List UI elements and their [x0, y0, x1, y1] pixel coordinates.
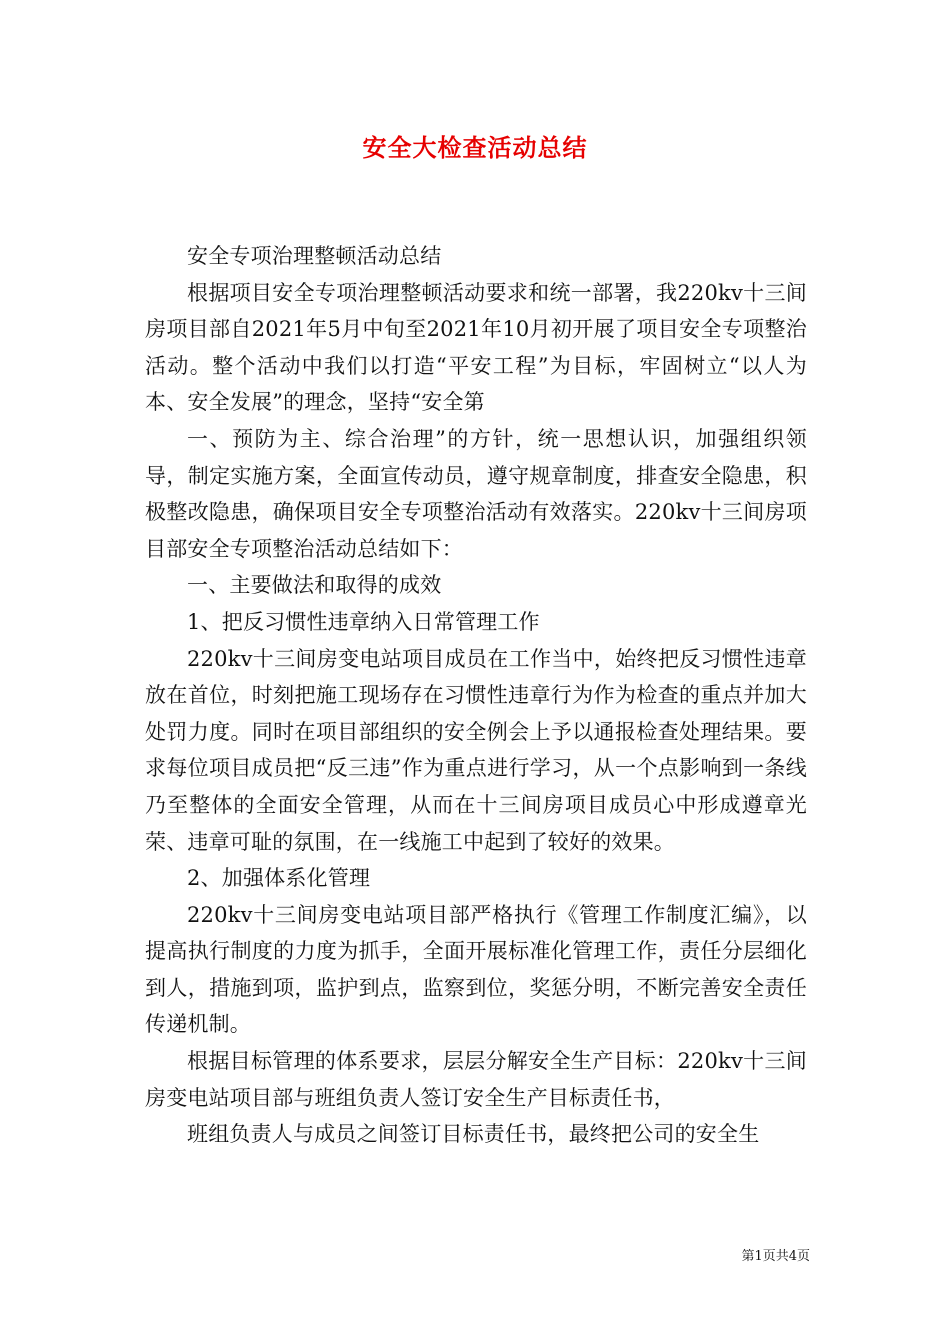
paragraph-subtitle: 安全专项治理整顿活动总结 — [187, 244, 442, 268]
section-heading: 一、主要做法和取得的成效 — [187, 573, 442, 598]
subsection-heading: 1、把反习惯性违章纳入日常管理工作 — [187, 609, 540, 634]
subsection-heading: 2、加强体系化管理 — [187, 866, 371, 891]
paragraph: 根据目标管理的体系要求，层层分解安全生产目标：220kv十三间房变电站项目部与班组负责人签订安全生产目标责任书， — [145, 1049, 807, 1110]
paragraph: 一、预防为主、综合治理”的方针，统一思想认识，加强组织领导，制定实施方案，全面宣传动员，遵守规章制度，排查安全隐患，积极整改隐患，确保项目安全专项整治活动有效落实。220kv十三间房项目部安全专项整治活动总结如下： — [145, 426, 807, 561]
document-title: 安全大检查活动总结 — [362, 133, 588, 162]
paragraph: 班组负责人与成员之间签订目标责任书，最终把公司的安全生 — [187, 1122, 760, 1147]
document-body — [145, 238, 807, 1153]
page-number: 第1页共4页 — [741, 1249, 810, 1264]
paragraph: 220kv十三间房变电站项目部严格执行《管理工作制度汇编》，以提高执行制度的力度为抓手，全面开展标准化管理工作，责任分层细化到人，措施到项，监护到点，监察到位，奖惩分明，不断完善安全责任传递机制。 — [145, 902, 807, 1037]
paragraph: 220kv十三间房变电站项目成员在工作当中，始终把反习惯性违章放在首位，时刻把施工现场存在习惯性违章行为作为检查的重点并加大处罚力度。同时在项目部组织的安全例会上予以通报检查处理结果。要求每位项目成员把“反三违”作为重点进行学习，从一个点影响到一条线乃至整体的全面安全管理，从而在十三间房项目成员心中形成遵章光荣、违章可耻的氛围，在一线施工中起到了较好的效果。 — [145, 646, 807, 854]
paragraph: 根据项目安全专项治理整顿活动要求和统一部署，我220kv十三间房项目部自2021年5月中旬至2021年10月初开展了项目安全专项整治活动。整个活动中我们以打造“平安工程”为目标，牢固树立“以人为本、安全发展”的理念，坚持“安全第 — [145, 280, 807, 415]
